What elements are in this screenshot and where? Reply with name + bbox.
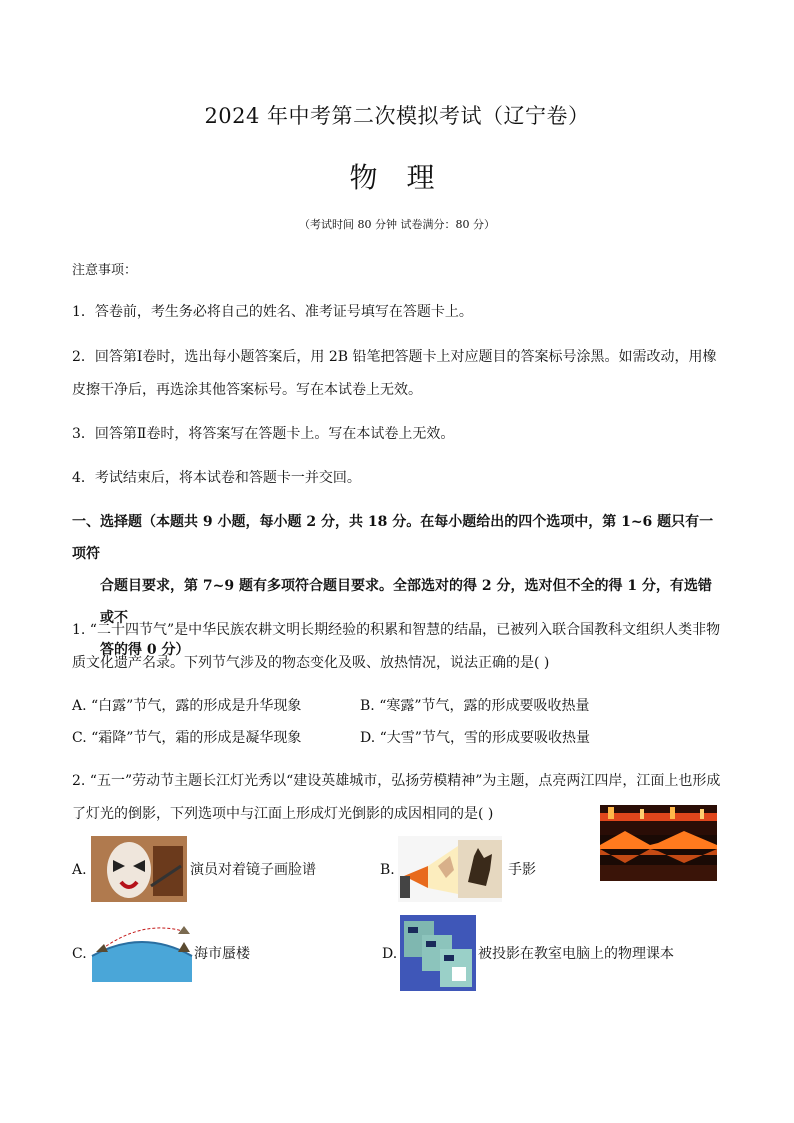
mirage-diagram xyxy=(90,922,194,982)
section-line-3: 答的得 0 分） xyxy=(100,642,190,658)
q1-option-d: D. “大雪”节气，雪的形成要吸收热量 xyxy=(360,730,590,746)
section-line-2: 合题目要求，第 7~9 题有多项符合题目要求。全部选对的得 2 分，选对但不全的得 1 分，有选错或不 xyxy=(100,578,712,626)
notice-item-4: 4．考试结束后，将本试卷和答题卡一并交回。 xyxy=(72,470,361,486)
q2-option-a-text: 演员对着镜子画脸谱 xyxy=(190,862,316,878)
q1-option-a: A. “白露”节气，露的形成是升华现象 xyxy=(72,698,302,714)
q1-option-c: C. “霜降”节气，霜的形成是凝华现象 xyxy=(72,730,302,746)
q1-option-b: B. “寒露”节气，露的形成要吸收热量 xyxy=(360,698,590,714)
projected-textbook-photo xyxy=(400,915,476,991)
exam-title: 2024 年中考第二次模拟考试（辽宁卷） xyxy=(204,104,590,128)
q2-option-a-letter: A. xyxy=(72,862,87,878)
question-2-stem: 2. “五一”劳动节主题长江灯光秀以“建设英雄城市，弘扬劳模精神”为主题，点亮两江四岸，江面上也形成了灯光的倒影，下列选项中与江面上形成灯光倒影的成因相同的是( ) xyxy=(72,773,721,822)
q2-option-b-text: 手影 xyxy=(508,862,536,878)
q2-option-c-text: 海市蜃楼 xyxy=(194,946,250,962)
q2-option-b-letter: B. xyxy=(380,862,395,878)
q2-option-c-letter: C. xyxy=(72,946,87,962)
subject-title: 物 理 xyxy=(349,161,445,194)
q2-option-d-text: 被投影在教室电脑上的物理课本 xyxy=(478,946,674,962)
hand-shadow-photo xyxy=(398,836,502,902)
question-1-stem: 1. “二十四节气”是中华民族农耕文明长期经验的积累和智慧的结晶，已被列入联合国教科文组织人类非物质文化遗产名录。下列节气涉及的物态变化及吸、放热情况，说法正确的是( ) xyxy=(72,622,721,671)
notice-item-2: 2．回答第Ⅰ卷时，选出每小题答案后，用 2B 铅笔把答题卡上对应题目的答案标号涂黑。如需改动，用橡皮擦干净后，再选涂其他答案标号。写在本试卷上无效。 xyxy=(72,349,717,398)
q2-option-d-letter: D. xyxy=(382,946,398,962)
mirror-painting-photo xyxy=(91,836,187,902)
section-line-1: 一、选择题（本题共 9 小题，每小题 2 分，共 18 分。在每小题给出的四个选项中，第 1~6 题只有一项符 xyxy=(72,514,714,562)
notice-heading: 注意事项： xyxy=(72,263,138,278)
river-lights-photo xyxy=(600,805,717,881)
notice-item-1: 1．答卷前，考生务必将自己的姓名、准考证号填写在答题卡上。 xyxy=(72,304,473,320)
exam-info: （考试时间 80 分钟 试卷满分：80 分） xyxy=(299,218,495,231)
notice-item-3: 3．回答第Ⅱ卷时，将答案写在答题卡上。写在本试卷上无效。 xyxy=(72,426,455,442)
